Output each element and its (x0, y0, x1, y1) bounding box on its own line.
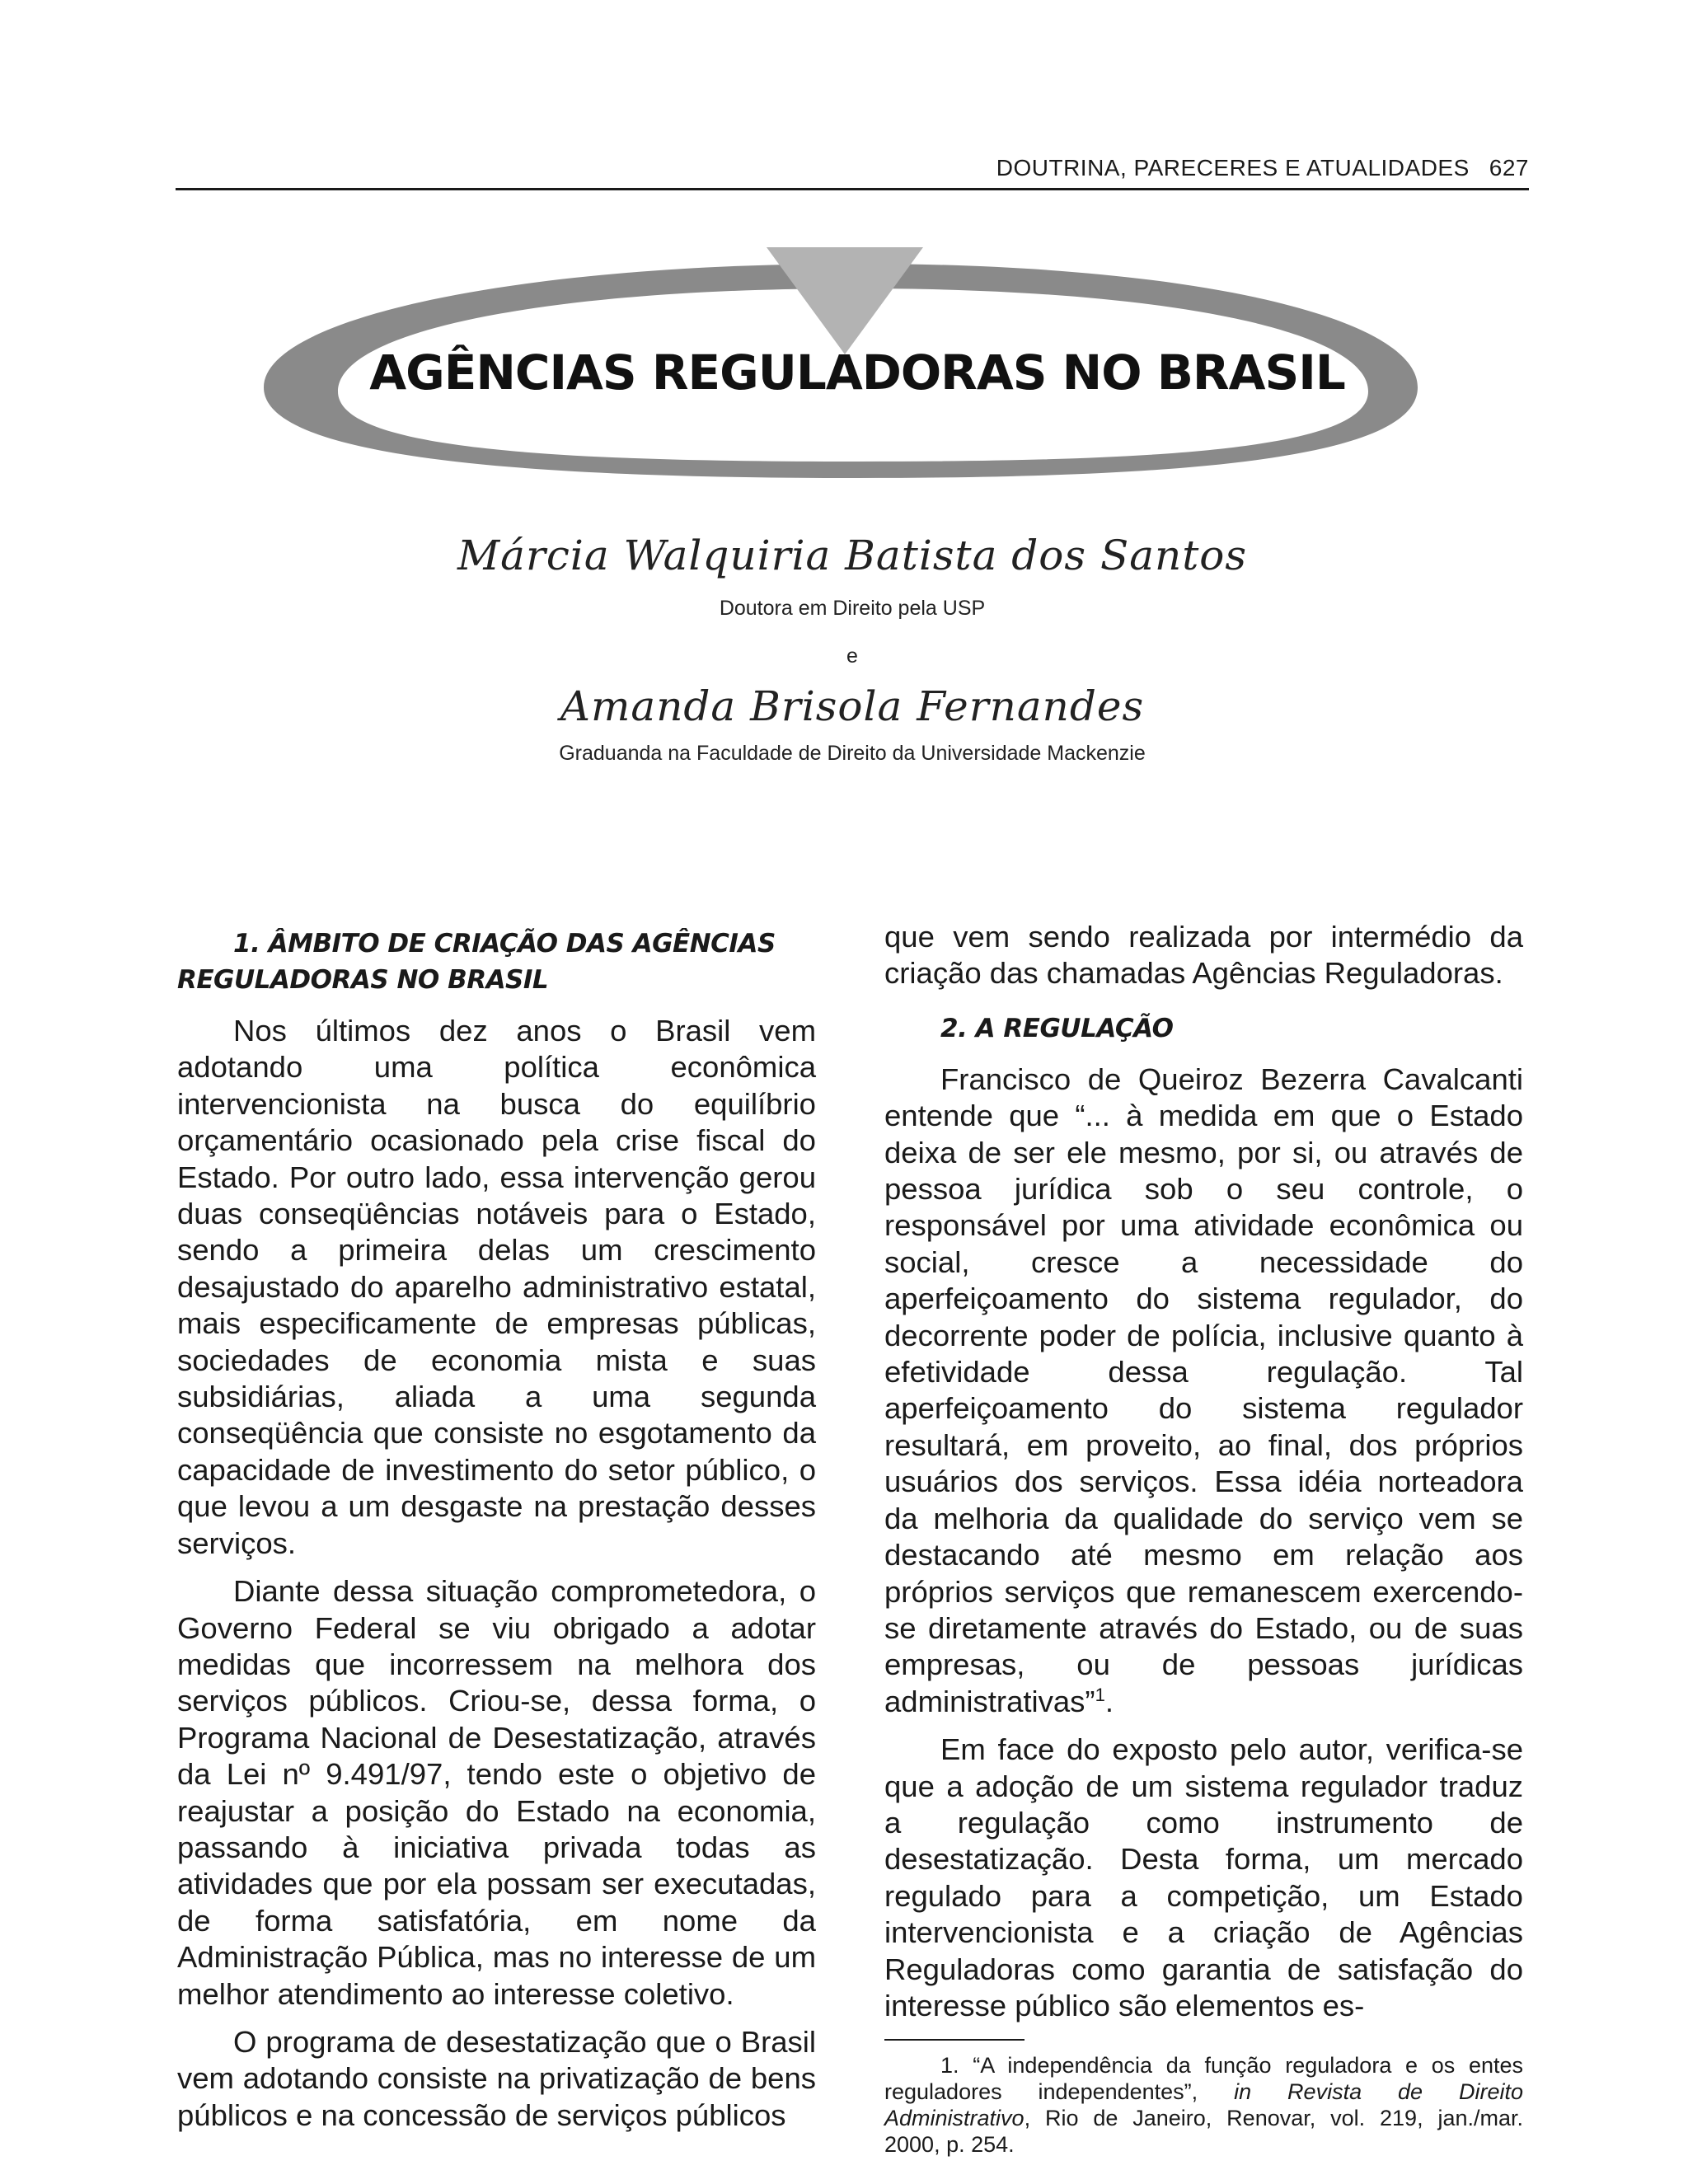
section-1-paragraph-2: Diante dessa situação comprometedora, o Governo Federal se viu obrigado a adotar medidas que incorressem na melhora dos serviços públicos. Criou-se, dessa forma, o Programa Nacional de Desestatização, através da Lei nº 9.491/97, tendo este o objetivo de reajustar a posição do Estado na economia, passando à iniciativa privada todas as atividades que por ela possam ser executadas, de forma satisfatória, em nome da Administração Pública, mas no interesse de um melhor atendimento ao interesse coletivo. (177, 1574, 816, 2011)
footnote-reference[interactable]: 1 (1095, 1684, 1105, 1705)
footnote-1-details: , Rio de Janeiro, Renovar, vol. 219, jan./mar. 2000, p. 254. (884, 2106, 1523, 2158)
footnote-1-journal: Revista de Direito Administrativo (884, 2079, 1523, 2131)
section-2-heading: 2. A REGULAÇÃO (940, 1013, 1174, 1043)
section-1-paragraph-3-continued: que vem sendo realizada por intermédio da criação das chamadas Agências Reguladoras. (884, 920, 1523, 991)
footnote-1-text: 1. “A independência da função reguladora e os entes reguladores independentes”, (884, 2053, 1523, 2105)
author-2-name: Amanda Brisola Fernandes (560, 682, 1145, 730)
section-2-paragraph-1-text: Francisco de Queiroz Bezerra Cavalcanti entende que “... à medida em que o Estado deixa de ser ele mesmo, por si, ou através de pessoa jurídica sob o seu controle, o responsável por uma atividade econômica ou social, cresce a necessidade do aperfeiçoamento do sistema regulador, do decorrente poder de polícia, inclusive quanto à efetividade dessa regulação. Tal aperfeiçoamento do sistema regulador resultará, em proveito, ao final, dos próprios usuários dos serviços. Essa idéia norteadora da melhoria da qualidade do serviço vem se destacando até mesmo em relação aos próprios serviços que remanescem exercendo-se diretamente através do Estado, ou de suas empresas, ou de pessoas jurídicas administrativas” (884, 1062, 1523, 1718)
running-header (176, 155, 1529, 190)
section-2-paragraph-2: Em face do exposto pelo autor, verifica-se que a adoção de um sistema regulador traduz a regulação como instrumento de desestatização. Desta forma, um mercado regulado para a competição, um Estado intervencionista e a criação de Agências Reguladoras como garantia de satisfação do interesse público são elementos es- (884, 1732, 1523, 2022)
section-1-paragraph-3: O programa de desestatização que o Brasil vem adotando consiste na privatização de bens públicos e na concessão de serviços públicos (177, 2024, 816, 2132)
author-1-name: Márcia Walquiria Batista dos Santos (457, 532, 1248, 579)
left-column (177, 919, 816, 2145)
author-1-affiliation: Doutora em Direito pela USP (719, 597, 986, 620)
section-1-heading: 1. ÂMBITO DE CRIAÇÃO DAS AGÊNCIAS REGULADORAS NO BRASIL (177, 929, 776, 995)
footnote-divider (884, 2039, 1025, 2041)
author-joiner: e (846, 644, 858, 668)
footnote-1-in: in (1234, 2079, 1252, 2105)
author-2-affiliation: Graduanda na Faculdade de Direito da Universidade Mackenzie (559, 742, 1146, 765)
footnote-1 (884, 2052, 1523, 2158)
title-triangle (767, 247, 923, 354)
article-title: AGÊNCIAS REGULADORAS NO BRASIL (369, 344, 1345, 401)
section-2-paragraph-1-end: . (1104, 1684, 1114, 1718)
right-column (884, 919, 1523, 2169)
section-2-paragraph-1 (884, 1062, 1523, 1720)
section-1-paragraph-1: Nos últimos dez anos o Brasil vem adotando uma política econômica intervencionista na busca do equilíbrio orçamentário ocasionado pela crise fiscal do Estado. Por outro lado, essa intervenção gerou duas conseqüências notáveis para o Estado, sendo a primeira delas um crescimento desajustado do aparelho administrativo estatal, mais especificamente de empresas públicas, sociedades de economia mista e suas subsidiárias, aliada a uma segunda conseqüência que consiste no esgotamento da capacidade de investimento do setor público, o que levou a um desgaste na prestação desses serviços. (177, 1014, 816, 1560)
running-title: DOUTRINA, PARECERES E ATUALIDADES (996, 155, 1470, 180)
page-number: 627 (1489, 155, 1529, 180)
